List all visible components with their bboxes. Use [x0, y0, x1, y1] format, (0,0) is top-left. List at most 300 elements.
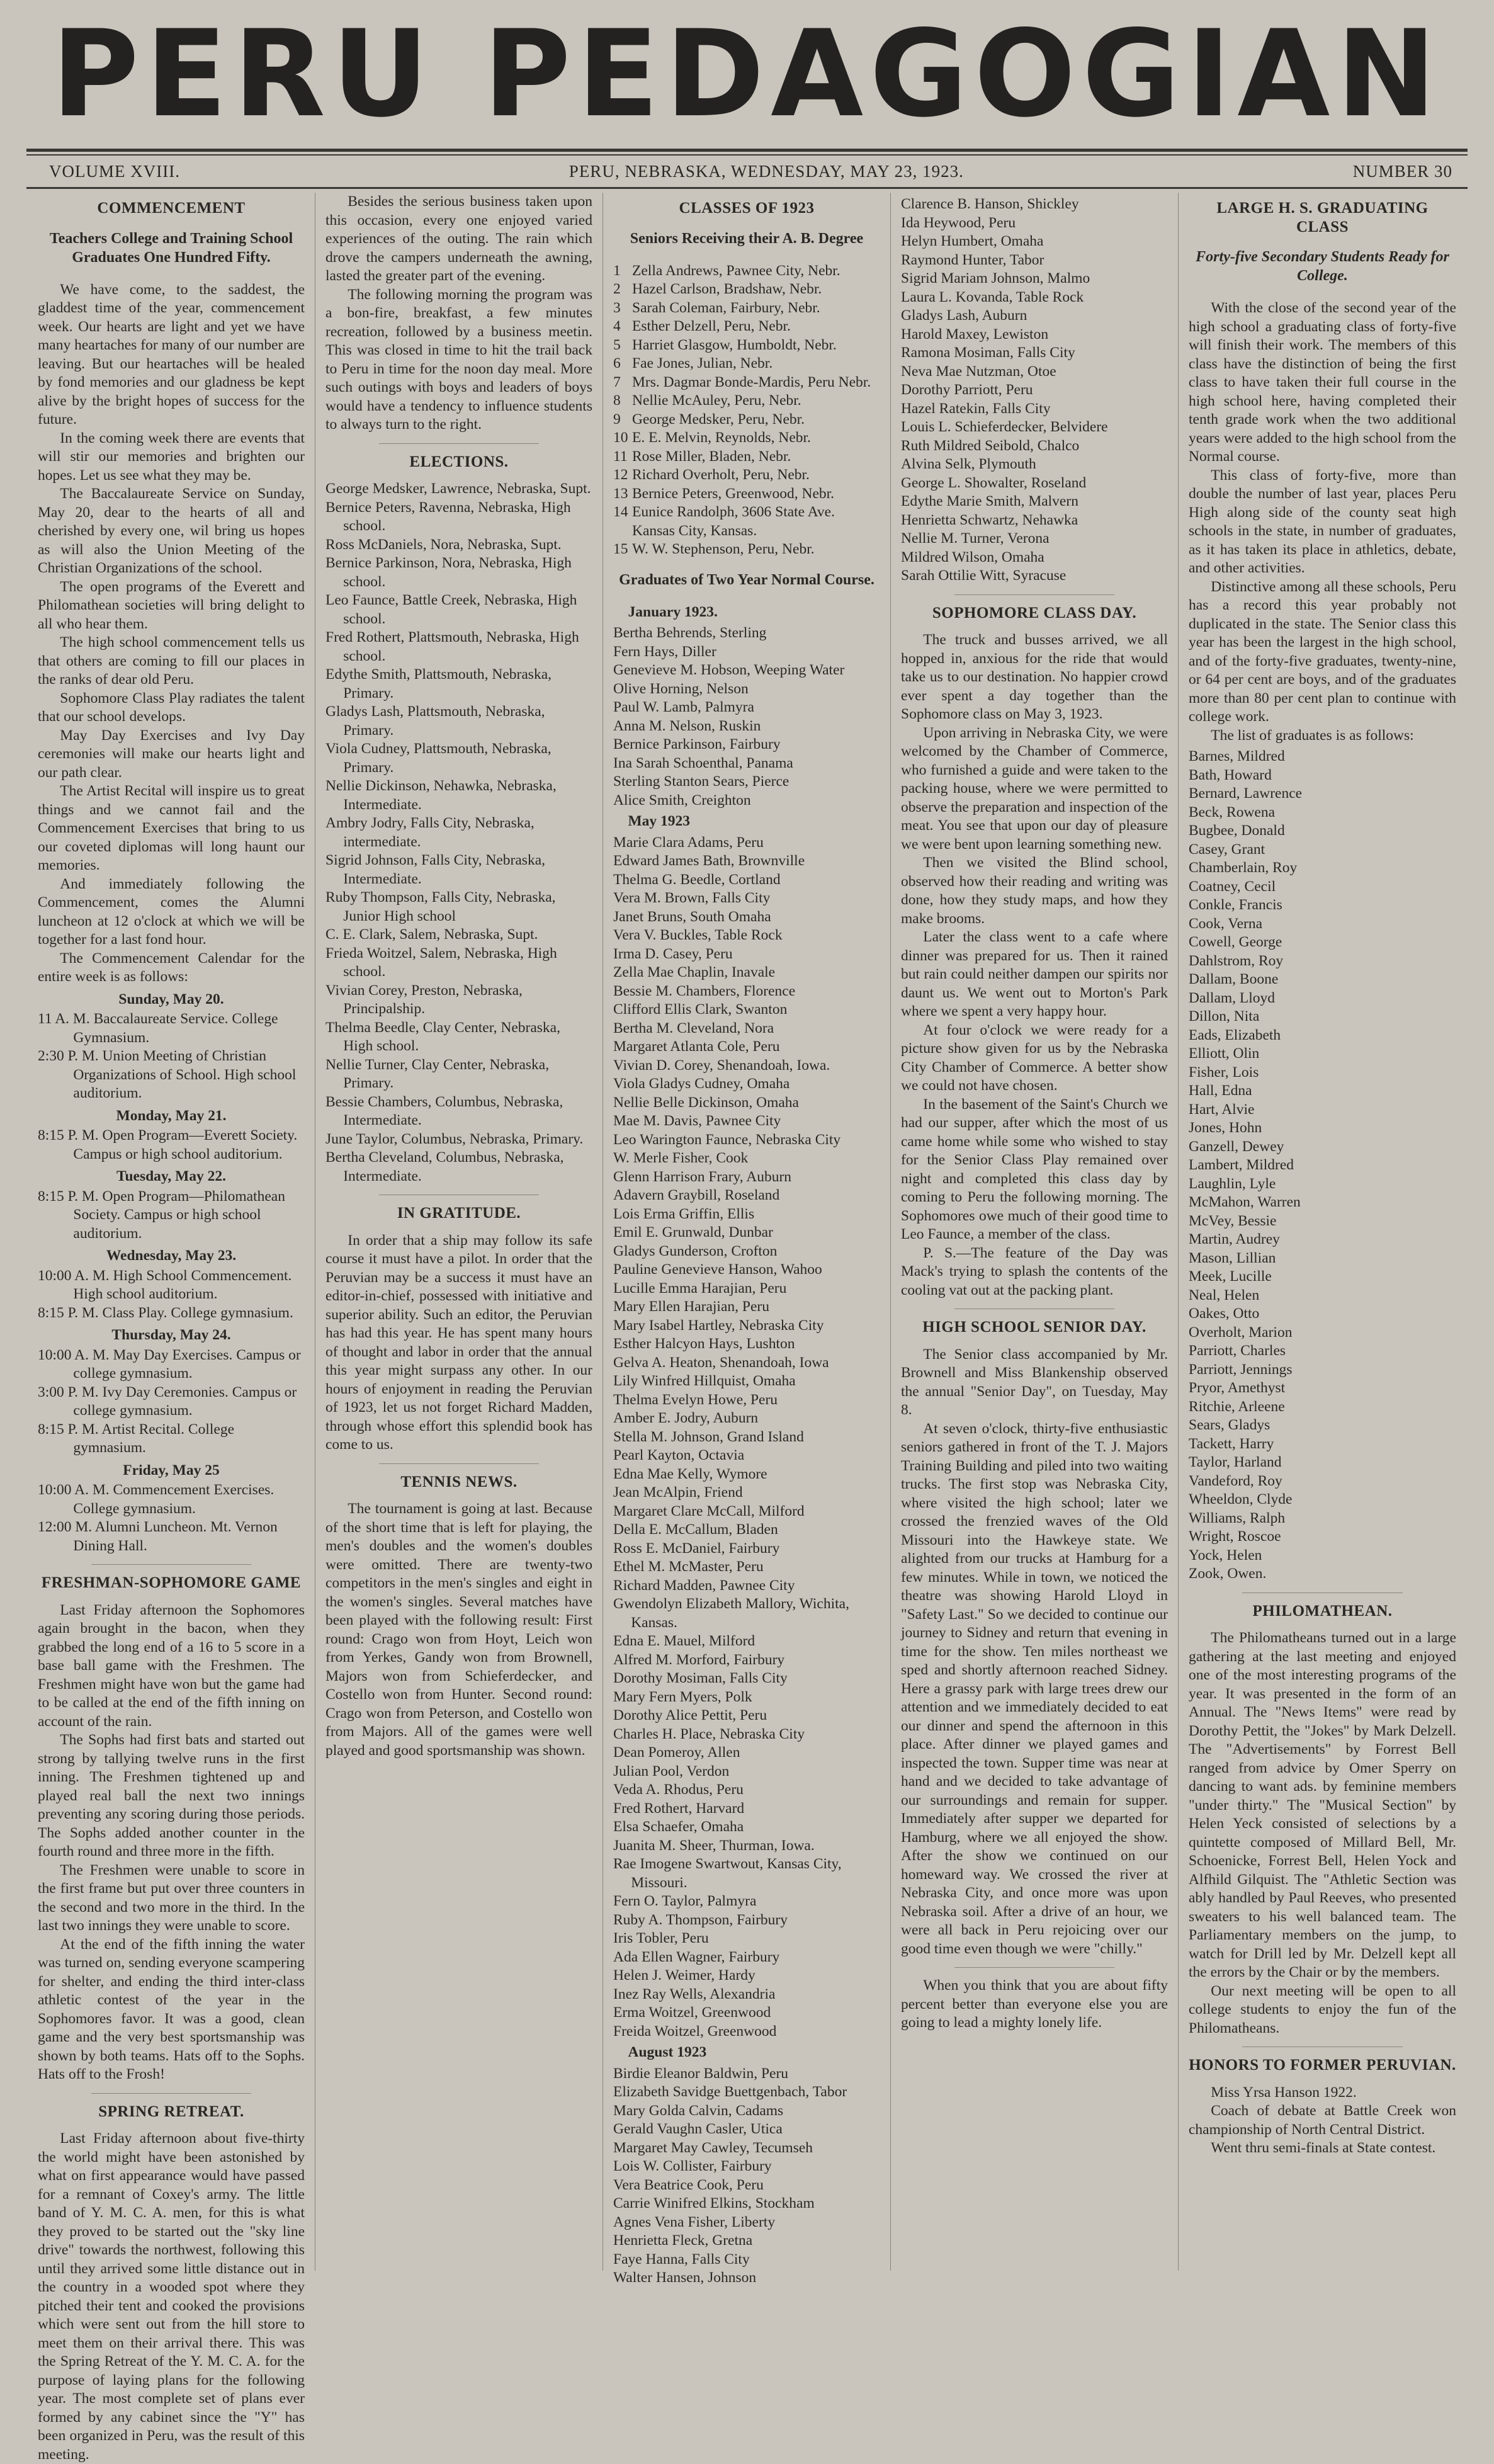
article-paragraph: The following morning the program was a bon-fire, breakfast, a few minutes recreation, followed by a business meetin. This was closed in time to hit the trail back to Peru in time for the noon day meal. More such outings with boys and leaders of boys would have a tendency to influence students to always turn to the right. — [325, 286, 592, 433]
spring-heading: SPRING RETREAT. — [98, 2103, 244, 2120]
list-item: Henrietta Fleck, Gretna — [613, 2232, 753, 2249]
list-item: Sigrid Johnson, Falls City, Nebraska, Intermediate. — [325, 852, 546, 887]
list-item: Charles H. Place, Nebraska City — [613, 1725, 805, 1742]
list-item: Yock, Helen — [1189, 1547, 1262, 1564]
list-item: Raymond Hunter, Tabor — [901, 251, 1044, 268]
article-paragraph: The Commencement Calendar for the entire week is as follows: — [38, 950, 305, 985]
list-item: Ritchie, Arleene — [1189, 1398, 1285, 1415]
list-item: Carrie Winifred Elkins, Stockham — [613, 2195, 815, 2211]
list-item: Lucille Emma Harajian, Peru — [613, 1280, 787, 1297]
list-item: Rae Imogene Swartwout, Kansas City, Missouri. — [613, 1856, 842, 1891]
list-item: Martin, Audrey — [1189, 1231, 1280, 1247]
list-item: Fern O. Taylor, Palmyra — [613, 1893, 757, 1909]
article-paragraph: The Artist Recital will inspire us to great things and we cannot fail and the Commencement Exercises that bring to us our coveted diplomas will long haunt our memories. — [38, 783, 305, 873]
list-item: Ruby A. Thompson, Fairbury — [613, 1911, 788, 1928]
august-list-continued — [901, 195, 1168, 586]
place-date: PERU, NEBRASKA, WEDNESDAY, MAY 23, 1923. — [569, 161, 964, 181]
list-item: Irma D. Casey, Peru — [613, 945, 733, 962]
list-item: Cook, Verna — [1189, 915, 1263, 932]
list-item: Alice Smith, Creighton — [613, 792, 751, 809]
article-paragraph: The Philomatheans turned out in a large gathering at the last meeting and enjoyed one of the most interesting programs of the year. It was presented in the form of an Annual. The "News Items" were read by Dorothy Pettit, the "Jokes" by Mark Delzell. The "Advertisements" by Forrest Bell ranged from advice by Omer Sperry on dancing to want ads. by feminine members "under thirty." The "Musical Section" by Helen Yeck consisted of selections by a quintette composed of Millard Bell, Mr. Schoenicke, Forrest Bell, Helen Yock and Alfhild Gilquist. The "Athletic Section was ably handled by Paul Reeves, who presented sweaters to his well balanced team. The Parliamentary members on the jump, to watch for Drill led by Mr. Delzell kept all the errors by the Chair or by the members. — [1189, 1630, 1456, 1980]
list-item: Ganzell, Dewey — [1189, 1138, 1284, 1155]
dateline-rule — [26, 187, 1468, 189]
list-item: Coatney, Cecil — [1189, 878, 1276, 895]
elections-list — [325, 480, 592, 1186]
item-number: 10 — [613, 429, 628, 446]
section-divider — [379, 443, 539, 444]
list-item: Bugbee, Donald — [1189, 822, 1285, 839]
january-label: January 1923. — [628, 603, 718, 620]
list-item: Walter Hansen, Johnson — [613, 2269, 757, 2286]
list-item: Lois Erma Griffin, Ellis — [613, 1205, 755, 1222]
list-item: Parriott, Charles — [1189, 1343, 1286, 1359]
article-paragraph: The list of graduates is as follows: — [1211, 727, 1414, 744]
article-paragraph: And immediately following the Commencement, comes the Alumni luncheon at 12 o'clock at which we will be together for a last fond hour. — [38, 875, 305, 948]
list-item: Fisher, Lois — [1189, 1064, 1259, 1081]
list-item: Bernard, Lawrence — [1189, 785, 1303, 802]
article-paragraph: The open programs of the Everett and Philomathean societies will bring delight to all who hear them. — [38, 578, 305, 632]
list-item: Leo Faunce, Battle Creek, Nebraska, High school. — [325, 592, 577, 627]
list-item: Elizabeth Savidge Buettgenbach, Tabor — [613, 2084, 847, 2100]
honors-heading: HONORS TO FORMER PERUVIAN. — [1189, 2057, 1456, 2074]
item-number: 6 — [613, 355, 621, 372]
list-item: Gladys Lash, Plattsmouth, Nebraska, Primary. — [325, 703, 545, 739]
article-paragraph: Later the class went to a cafe where dinner was prepared for us. Then it rained but rain could neither dampen our spirits nor daunt us. We went out to Morton's Park where we spent a very happy hour. — [901, 929, 1168, 1019]
list-item: Bessie Chambers, Columbus, Nebraska, Intermediate. — [325, 1093, 563, 1128]
list-item: Nellie M. Turner, Verona — [901, 530, 1050, 547]
sophomore-heading: SOPHOMORE CLASS DAY. — [932, 604, 1137, 622]
list-item: Ramona Mosiman, Falls City — [901, 344, 1075, 361]
list-item: Gwendolyn Elizabeth Mallory, Wichita, Kansas. — [613, 1596, 849, 1631]
commencement-calendar — [38, 991, 305, 1556]
section-divider — [91, 2093, 251, 2094]
list-item: Freida Woitzel, Greenwood — [613, 2023, 777, 2040]
calendar-item: 12:00 M. Alumni Luncheon. Mt. Vernon Dining Hall. — [38, 1519, 278, 1554]
list-item: Tackett, Harry — [1189, 1435, 1274, 1452]
item-number: 2 — [613, 281, 621, 297]
list-item: Dahlstrom, Roy — [1189, 952, 1284, 969]
list-item: McMahon, Warren — [1189, 1194, 1301, 1210]
list-item: Margaret May Cawley, Tecumseh — [613, 2139, 813, 2156]
seniors-list — [613, 262, 880, 559]
august-list — [613, 2065, 880, 2288]
calendar-item: 10:00 A. M. High School Commencement. High school auditorium. — [38, 1267, 292, 1302]
list-item: Fern Hays, Diller — [613, 643, 716, 660]
graduates-list — [1189, 747, 1456, 1584]
item-number: 14 — [613, 504, 628, 520]
list-item: Vandeford, Roy — [1189, 1472, 1282, 1489]
list-item: Edna E. Mauel, Milford — [613, 1633, 755, 1649]
list-item: Laura L. Kovanda, Table Rock — [901, 288, 1084, 305]
item-number: 11 — [613, 448, 628, 465]
article-paragraph: Miss Yrsa Hanson 1922. — [1211, 2084, 1357, 2101]
list-item: Harold Maxey, Lewiston — [901, 326, 1049, 343]
hsday-heading: HIGH SCHOOL SENIOR DAY. — [922, 1319, 1146, 1336]
masthead-title: PERU PEDAGOGIAN — [51, 4, 1443, 144]
item-text: W. W. Stephenson, Peru, Nebr. — [632, 541, 815, 557]
list-item: Bernice Peters, Ravenna, Nebraska, High school. — [325, 499, 571, 534]
article-paragraph: At the end of the fifth inning the water was turned on, sending everyone scampering for shelter, and ending the third inter-class athletic contest of the year in the Sophomores favor. It was a good, clean game and the very best sportsmanship was shown by both teams. Hats off to the Sophs. Hats off to the Frosh! — [38, 1936, 305, 2082]
list-item: Edward James Bath, Brownville — [613, 853, 805, 869]
list-item: Della E. McCallum, Bladen — [613, 1521, 778, 1538]
list-item: Oakes, Otto — [1189, 1305, 1260, 1322]
list-item: June Taylor, Columbus, Nebraska, Primary. — [325, 1130, 584, 1147]
list-item: Lambert, Mildred — [1189, 1157, 1294, 1173]
article-paragraph: In the basement of the Saint's Church we had our supper, after which the most of us came home while some who wished to stay for the Senior Class Play remained over night and completed this class day by coming to Peru the following morning. The Sophomores owe much of their good time to Leo Faunce, a member of the class. — [901, 1096, 1168, 1242]
calendar-item: 10:00 A. M. May Day Exercises. Campus or college gymnasium. — [38, 1346, 301, 1382]
list-item: Ethel M. McMaster, Peru — [613, 1558, 764, 1575]
list-item: Paul W. Lamb, Palmyra — [613, 699, 754, 715]
section-divider — [954, 1967, 1114, 1968]
item-text: George Medsker, Peru, Nebr. — [632, 411, 805, 428]
list-item: Ruby Thompson, Falls City, Nebraska, Junior High school — [325, 889, 556, 924]
list-item: George Medsker, Lawrence, Nebraska, Supt. — [325, 480, 591, 497]
list-item — [613, 355, 880, 373]
may-list — [613, 834, 880, 2041]
commencement-subheading: Teachers College and Training School Graduates One Hundred Fifty. — [49, 230, 293, 266]
item-text: Bernice Peters, Greenwood, Nebr. — [632, 485, 835, 502]
list-item: Margaret Atlanta Cole, Peru — [613, 1038, 780, 1055]
list-item: Sarah Ottilie Witt, Syracuse — [901, 567, 1067, 584]
largehs-subheading: Forty-five Secondary Students Ready for College. — [1196, 249, 1449, 284]
list-item — [613, 448, 880, 467]
list-item: Gladys Lash, Auburn — [901, 307, 1027, 324]
item-text: Eunice Randolph, 3606 State Ave. Kansas City, Kansas. — [632, 504, 835, 539]
list-item: Alvina Selk, Plymouth — [901, 456, 1036, 472]
august-label: August 1923 — [628, 2044, 707, 2060]
article-paragraph: The Sophs had first bats and started out strong by tallying twelve runs in the first inning. The Freshmen tightened up and played real ball the next two innings preventing any scoring during those periods. The Sophs added another counter in the fourth round and three more in the fifth. — [38, 1732, 305, 1859]
elections-heading: ELECTIONS. — [409, 453, 509, 470]
item-number: 7 — [613, 373, 621, 390]
list-item: Nellie Belle Dickinson, Omaha — [613, 1094, 799, 1111]
list-item: Lily Winfred Hillquist, Omaha — [613, 1373, 796, 1389]
calendar-day: Friday, May 25 — [123, 1462, 220, 1479]
list-item — [613, 262, 880, 281]
list-item: Alfred M. Morford, Fairbury — [613, 1651, 785, 1668]
item-text: Sarah Coleman, Fairbury, Nebr. — [632, 299, 820, 316]
list-item: C. E. Clark, Salem, Nebraska, Supt. — [325, 926, 538, 943]
list-item: Ruth Mildred Seibold, Chalco — [901, 437, 1080, 454]
list-item: Eads, Elizabeth — [1189, 1026, 1281, 1043]
calendar-item: 10:00 A. M. Commencement Exercises. College gymnasium. — [38, 1482, 274, 1517]
list-item: W. Merle Fisher, Cook — [613, 1150, 749, 1166]
column-5 — [1179, 193, 1466, 2271]
list-item: Laughlin, Lyle — [1189, 1175, 1276, 1192]
may-label: May 1923 — [628, 813, 691, 829]
list-item: Louis L. Schieferdecker, Belvidere — [901, 419, 1108, 435]
list-item: Bertha Behrends, Sterling — [613, 625, 767, 641]
calendar-day: Wednesday, May 23. — [106, 1247, 237, 1264]
item-text: Hazel Carlson, Bradshaw, Nebr. — [632, 281, 822, 297]
commencement-heading: COMMENCEMENT — [97, 200, 246, 217]
list-item: Ina Sarah Schoenthal, Panama — [613, 754, 793, 771]
list-item: Marie Clara Adams, Peru — [613, 834, 764, 851]
item-number: 5 — [613, 336, 621, 353]
item-text: Esther Delzell, Peru, Nebr. — [632, 318, 791, 334]
article-paragraph: Last Friday afternoon about five-thirty the world might have been astonished by what on first appearance would have passed for a remnant of Coxey's army. The little band of Y. M. C. A. men, for this is what they proved to be started out the "sky line drive" towards the northwest, following this until they arrived some little distance out in the country in a wooded spot where they pitched their tent and cooked the provisions which were sent out from the hill store to meet them on their arrival there. This was the Spring Retreat of the Y. M. C. A. for the purpose of laying plans for the following year. The most complete set of plans ever formed by any cabinet since the "Y" has been organized in Peru, was the result of this meeting. — [38, 2130, 305, 2463]
item-number: 9 — [613, 411, 621, 428]
list-item: Meek, Lucille — [1189, 1268, 1272, 1285]
list-item: Hazel Ratekin, Falls City — [901, 400, 1051, 417]
list-item: Mary Isabel Hartley, Nebraska City — [613, 1317, 824, 1334]
freshman-heading: FRESHMAN-SOPHOMORE GAME — [41, 1574, 302, 1591]
calendar-day: Monday, May 21. — [116, 1107, 227, 1124]
calendar-item: 11 A. M. Baccalaureate Service. College Gymnasium. — [38, 1011, 278, 1046]
list-item: Nellie Dickinson, Nehawka, Nebraska, Intermediate. — [325, 778, 557, 813]
list-item: Jones, Hohn — [1189, 1120, 1262, 1136]
list-item: Leo Warington Faunce, Nebraska City — [613, 1131, 841, 1148]
list-item: Gerald Vaughn Casler, Utica — [613, 2121, 783, 2137]
list-item: Bath, Howard — [1189, 766, 1272, 783]
list-item: Taylor, Harland — [1189, 1454, 1282, 1470]
list-item: Mary Fern Myers, Polk — [613, 1688, 752, 1705]
list-item: Gelva A. Heaton, Shenandoah, Iowa — [613, 1354, 829, 1371]
article-paragraph: The Baccalaureate Service on Sunday, May 20, dear to the hearts of all and cherished by every one, wil bring us hopes as will also the Union Meeting of the Christian Organizations of the school. — [38, 485, 305, 576]
article-paragraph: May Day Exercises and Ivy Day ceremonies will make our hearts light and our path clear. — [38, 727, 305, 781]
list-item: Vera M. Brown, Falls City — [613, 890, 771, 906]
list-item: Ada Ellen Wagner, Fairbury — [613, 1948, 780, 1965]
list-item: Olive Horning, Nelson — [613, 680, 749, 697]
list-item: Wheeldon, Clyde — [1189, 1491, 1293, 1507]
item-text: Rose Miller, Bladen, Nebr. — [632, 448, 791, 465]
article-paragraph: P. S.—The feature of the Day was Mack's trying to splash the contents of the cooling vat out at the packing plant. — [901, 1244, 1168, 1298]
list-item — [613, 336, 880, 355]
list-item: Inez Ray Wells, Alexandria — [613, 1985, 776, 2002]
list-item: Dorothy Mosiman, Falls City — [613, 1670, 788, 1686]
list-item: Dillon, Nita — [1189, 1008, 1260, 1025]
list-item: Birdie Eleanor Baldwin, Peru — [613, 2065, 789, 2082]
article-paragraph: The tournament is going at last. Because of the short time that is left for playing, the men's doubles and the women's doubles were omitted. There are twenty-two competitors in the men's singles and eight in the women's singles. Several matches have been played with the following result: First round: Crago won from Hoyt, Leich won from Yerkes, Gandy won from Brownell, Majors won from Schieferdecker, and Costello won from Hunter. Second round: Crago won from Peterson, and Costello won from Majors. All of the games were well played and good sportsmanship was shown. — [325, 1501, 592, 1759]
list-item: Hart, Alvie — [1189, 1101, 1255, 1118]
article-paragraph: We have come, to the saddest, the gladdest time of the year, commencement week. Our hearts are light and yet we have many heartaches for many of our number are leaving. But our heartaches will be healed by fond memories and our gladness be kept alive by the bright hopes of success for the future. — [38, 281, 305, 428]
column-3 — [603, 193, 891, 2286]
list-item — [613, 280, 880, 299]
calendar-item: 2:30 P. M. Union Meeting of Christian Organizations of School. High school auditorium. — [38, 1048, 297, 1101]
list-item: Clarence B. Hanson, Shickley — [901, 196, 1079, 212]
list-item: Elsa Schaefer, Omaha — [613, 1819, 744, 1835]
list-item: Viola Cudney, Plattsmouth, Nebraska, Primary. — [325, 741, 552, 776]
list-item: Iris Tobler, Peru — [613, 1930, 709, 1946]
list-item: McVey, Bessie — [1189, 1212, 1277, 1229]
list-item: Conkle, Francis — [1189, 897, 1282, 913]
list-item: Sigrid Mariam Johnson, Malmo — [901, 270, 1090, 287]
list-item: Casey, Grant — [1189, 841, 1265, 858]
article-paragraph: Last Friday afternoon the Sophomores again brought in the bacon, when they grabbed the long end of a 16 to 5 score in a base ball game with the Freshmen. The Freshmen might have won but the game had to be called at the end of the fifth inning on account of the rain. — [38, 1601, 305, 1730]
item-number: 12 — [613, 467, 628, 483]
list-item: Pryor, Amethyst — [1189, 1380, 1286, 1396]
list-item: Neal, Helen — [1189, 1286, 1260, 1303]
list-item: Elliott, Olin — [1189, 1045, 1260, 1062]
list-item: Vera Beatrice Cook, Peru — [613, 2176, 764, 2193]
list-item: Barnes, Mildred — [1189, 748, 1285, 764]
item-text: Zella Andrews, Pawnee City, Nebr. — [632, 262, 840, 279]
article-paragraph: This class of forty-five, more than double the number of last year, places Peru High along side of the county seat high schools in the state, in number of graduates, as it has taken its place in athletics, debate, and other activities. — [1189, 467, 1456, 576]
list-item: Edythe Marie Smith, Malvern — [901, 493, 1078, 509]
list-item: Wright, Roscoe — [1189, 1528, 1281, 1545]
list-item: Stella M. Johnson, Grand Island — [613, 1428, 804, 1445]
list-item: Pearl Kayton, Octavia — [613, 1447, 745, 1463]
list-item: Mae M. Davis, Pawnee City — [613, 1113, 781, 1129]
list-item: Parriott, Jennings — [1189, 1361, 1293, 1378]
list-item: Dean Pomeroy, Allen — [613, 1744, 740, 1761]
list-item: Viola Gladys Cudney, Omaha — [613, 1076, 790, 1092]
list-item: Mason, Lillian — [1189, 1249, 1276, 1266]
article-paragraph: With the close of the second year of the high school a graduating class of forty-five will finish their work. The members of this class have the distinction of being the first class to have taken their full course in the high school here, having completed their tenth grade work when the two additional years were added to the high school from the Normal course. — [1189, 300, 1456, 465]
largehs-heading: LARGE H. S. GRADUATING CLASS — [1216, 200, 1429, 236]
calendar-day: Sunday, May 20. — [118, 991, 224, 1008]
list-item: Margaret Clare McCall, Milford — [613, 1502, 805, 1519]
list-item: Helen J. Weimer, Hardy — [613, 1967, 755, 1984]
item-number: 3 — [613, 299, 621, 316]
article-paragraph: Our next meeting will be open to all college students to enjoy the fun of the Philomatheans. — [1189, 1982, 1456, 2036]
list-item: Clifford Ellis Clark, Swanton — [613, 1001, 788, 1018]
list-item: Pauline Genevieve Hanson, Wahoo — [613, 1261, 822, 1278]
normal-subheading: Graduates of Two Year Normal Course. — [619, 571, 874, 588]
list-item: Williams, Ralph — [1189, 1509, 1286, 1526]
article-paragraph: Went thru semi-finals at State contest. — [1211, 2140, 1436, 2156]
article-paragraph: At seven o'clock, thirty-five enthusiastic seniors gathered in front of the T. J. Majors Training Building and piled into two waiting trucks. The first stop was Nebraska City, where visited the high school; later we crossed the frenzied waves of the Old Missouri into the Hawkeye state. We alighted from our trucks at Hamburg for a few minutes. While in town, we noticed the theatre was showing Harold Lloyd in "Safety Last." So we decided to continue our journey to Sidney and return that evening in time for the show. Ten miles northeast we sped and shortly afternoon reached Sidney. Here a grassy park with large trees drew our attention and we immediately decided to eat our dinner and spend the afternoon in this place. After dinner we played games and inspected the town. Supper time was near at hand and we decided to take advantage of our surroundings and remain for supper. Immediately after supper we departed for Hamburg, where we all enjoyed the show. After the show we continued on our homeward way. We crossed the river at Nebraska City, and once more was upon Nebraska soil. After a drive of an hour, we were all back in Peru rejoicing over our good time even though we were "chilly." — [901, 1420, 1168, 1957]
columns — [19, 193, 1475, 2463]
calendar-item: 8:15 P. M. Class Play. College gymnasium. — [38, 1304, 293, 1321]
list-item: Bertha M. Cleveland, Nora — [613, 1019, 774, 1036]
list-item: Ambry Jodry, Falls City, Nebraska, intermediate. — [325, 815, 535, 850]
section-divider — [379, 1463, 539, 1464]
article-paragraph: The high school commencement tells us that others are coming to fill our places in the ranks of dear old Peru. — [38, 634, 305, 688]
list-item: Agnes Vena Fisher, Liberty — [613, 2213, 776, 2230]
list-item: Helyn Humbert, Omaha — [901, 233, 1044, 249]
column-4 — [891, 193, 1179, 2271]
article-paragraph: Besides the serious business taken upon this occasion, every one enjoyed varied experiences of the outing. The rain which drove the campers underneath the awning, lasted the greater part of the evening. — [325, 193, 592, 284]
list-item: Fred Rothert, Plattsmouth, Nebraska, High school. — [325, 629, 579, 664]
item-text: Mrs. Dagmar Bonde-Mardis, Peru Nebr. — [632, 373, 871, 390]
article-paragraph: When you think that you are about fifty percent better than everyone else you are going to lead a mighty lonely life. — [901, 1977, 1168, 2031]
list-item: Mary Golda Calvin, Cadams — [613, 2102, 784, 2119]
article-paragraph: In the coming week there are events that will stir our memories and brighten our hopes. Let us see what they may be. — [38, 429, 305, 484]
list-item: Bertha Cleveland, Columbus, Nebraska, Intermediate. — [325, 1149, 564, 1184]
list-item: Bessie M. Chambers, Florence — [613, 982, 796, 999]
list-item: Neva Mae Nutzman, Otoe — [901, 363, 1056, 380]
list-item: Edna Mae Kelly, Wymore — [613, 1465, 767, 1482]
masthead-rule — [26, 149, 1468, 152]
list-item: Juanita M. Sheer, Thurman, Iowa. — [613, 1837, 815, 1854]
list-item: Vera V. Buckles, Table Rock — [613, 927, 783, 943]
list-item — [613, 411, 880, 429]
list-item: Zook, Owen. — [1189, 1565, 1267, 1582]
list-item — [613, 503, 880, 540]
item-number: 4 — [613, 318, 621, 334]
volume: VOLUME XVIII. — [49, 161, 180, 181]
item-text: Fae Jones, Julian, Nebr. — [632, 355, 773, 372]
list-item: Bernice Parkinson, Nora, Nebraska, High school. — [325, 555, 572, 590]
item-number: 15 — [613, 541, 628, 557]
list-item: Zella Mae Chaplin, Inavale — [613, 964, 776, 980]
list-item — [613, 392, 880, 411]
item-number: 1 — [613, 262, 621, 279]
seniors-subheading: Seniors Receiving their A. B. Degree — [630, 230, 864, 247]
commencement-body — [38, 281, 305, 987]
list-item — [613, 540, 880, 559]
list-item: Mary Ellen Harajian, Peru — [613, 1298, 769, 1315]
classes-heading: CLASSES OF 1923 — [679, 200, 815, 217]
list-item: Lois W. Collister, Fairbury — [613, 2158, 772, 2174]
list-item: Faye Hanna, Falls City — [613, 2251, 750, 2268]
dateline — [19, 156, 1475, 187]
list-item: Thelma Evelyn Howe, Peru — [613, 1391, 778, 1408]
list-item: Glenn Harrison Frary, Auburn — [613, 1168, 792, 1185]
issue-number: NUMBER 30 — [1352, 161, 1452, 181]
list-item: Hall, Edna — [1189, 1082, 1252, 1099]
calendar-item: 8:15 P. M. Open Program—Philomathean Society. Campus or high school auditorium. — [38, 1188, 285, 1242]
article-paragraph: The truck and busses arrived, we all hopped in, anxious for the ride that would take us to our destination. No happier crowd ever spent a day together than the Sophomore class on May 3, 1923. — [901, 632, 1168, 722]
section-divider — [91, 1564, 251, 1565]
list-item: Fred Rothert, Harvard — [613, 1800, 745, 1817]
list-item: Sterling Stanton Sears, Pierce — [613, 773, 789, 790]
list-item: Dorothy Alice Pettit, Peru — [613, 1707, 767, 1723]
list-item — [613, 485, 880, 504]
list-item — [613, 299, 880, 318]
january-list — [613, 624, 880, 810]
article-paragraph: In order that a ship may follow its safe course it must have a pilot. In order that the Peruvian may be a success it must have an editor-in-chief, possessed with initiative and superior ability. Such an editor, the Peruvian has had this year. He has spent many hours of thought and labor in order that the annual this year might surpass any other. In our hours of enjoyment in reading the Peruvian of 1923, let us not forget Richard Madden, through whose effort this splendid book has come to us. — [325, 1232, 592, 1453]
list-item: Thelma Beedle, Clay Center, Nebraska, High school. — [325, 1019, 560, 1054]
list-item: Ross McDaniels, Nora, Nebraska, Supt. — [325, 536, 562, 553]
list-item — [613, 429, 880, 448]
tennis-heading: TENNIS NEWS. — [400, 1473, 518, 1490]
item-text: Nellie McAuley, Peru, Nebr. — [632, 392, 801, 409]
list-item: Dorothy Parriott, Peru — [901, 382, 1033, 398]
article-paragraph: Distinctive among all these schools, Peru has a record this year probably not duplicated in the state. The Senior class this year has been the largest in the high school, and of the forty-five graduates, twenty-nine, or 64 per cent are boys, and of the graduates more than 80 per cent plan to continue with college work. — [1189, 578, 1456, 725]
list-item: Anna M. Nelson, Ruskin — [613, 717, 761, 734]
list-item: Richard Madden, Pawnee City — [613, 1577, 795, 1594]
list-item: Julian Pool, Verdon — [613, 1763, 730, 1780]
list-item — [613, 373, 880, 392]
item-number: 13 — [613, 485, 628, 502]
list-item: Erma Woitzel, Greenwood — [613, 2004, 771, 2021]
column-2 — [315, 193, 603, 2271]
list-item: Sears, Gladys — [1189, 1417, 1270, 1433]
list-item: Veda A. Rhodus, Peru — [613, 1781, 744, 1798]
article-paragraph: The Senior class accompanied by Mr. Brownell and Miss Blankenship observed the annual "Senior Day", on Tuesday, May 8. — [901, 1346, 1168, 1418]
list-item: Cowell, George — [1189, 934, 1282, 950]
list-item: Beck, Rowena — [1189, 803, 1276, 820]
calendar-item: 3:00 P. M. Ivy Day Ceremonies. Campus or college gymnasium. — [38, 1383, 297, 1419]
list-item — [613, 466, 880, 485]
list-item: Bernice Parkinson, Fairbury — [613, 736, 781, 752]
list-item: Ross E. McDaniel, Fairbury — [613, 1540, 780, 1557]
list-item: Gladys Gunderson, Crofton — [613, 1242, 778, 1259]
calendar-day: Tuesday, May 22. — [116, 1168, 227, 1184]
list-item: Ida Heywood, Peru — [901, 214, 1016, 231]
list-item: Esther Halcyon Hays, Lushton — [613, 1336, 795, 1352]
list-item: Frieda Woitzel, Salem, Nebraska, High school. — [325, 945, 557, 980]
calendar-item: 8:15 P. M. Open Program—Everett Society. Campus or high school auditorium. — [38, 1127, 298, 1162]
list-item: Amber E. Jodry, Auburn — [613, 1410, 759, 1426]
list-item: Jean McAlpin, Friend — [613, 1484, 743, 1501]
list-item: Vivian D. Corey, Shenandoah, Iowa. — [613, 1057, 830, 1074]
list-item: Edythe Smith, Plattsmouth, Nebraska, Primary. — [325, 666, 552, 701]
list-item: Overholt, Marion — [1189, 1324, 1293, 1341]
calendar-item: 8:15 P. M. Artist Recital. College gymnasium. — [38, 1421, 235, 1456]
list-item: Henrietta Schwartz, Nehawka — [901, 511, 1078, 528]
list-item: Janet Bruns, South Omaha — [613, 908, 771, 925]
list-item: Nellie Turner, Clay Center, Nebraska, Primary. — [325, 1056, 550, 1091]
list-item: Emil E. Grunwald, Dunbar — [613, 1224, 773, 1241]
column-1 — [28, 193, 315, 2463]
section-divider — [954, 594, 1114, 595]
list-item: Vivian Corey, Preston, Nebraska, Principalship. — [325, 982, 523, 1017]
list-item — [613, 317, 880, 336]
gratitude-heading: IN GRATITUDE. — [397, 1205, 521, 1222]
item-text: E. E. Melvin, Reynolds, Nebr. — [632, 429, 811, 446]
